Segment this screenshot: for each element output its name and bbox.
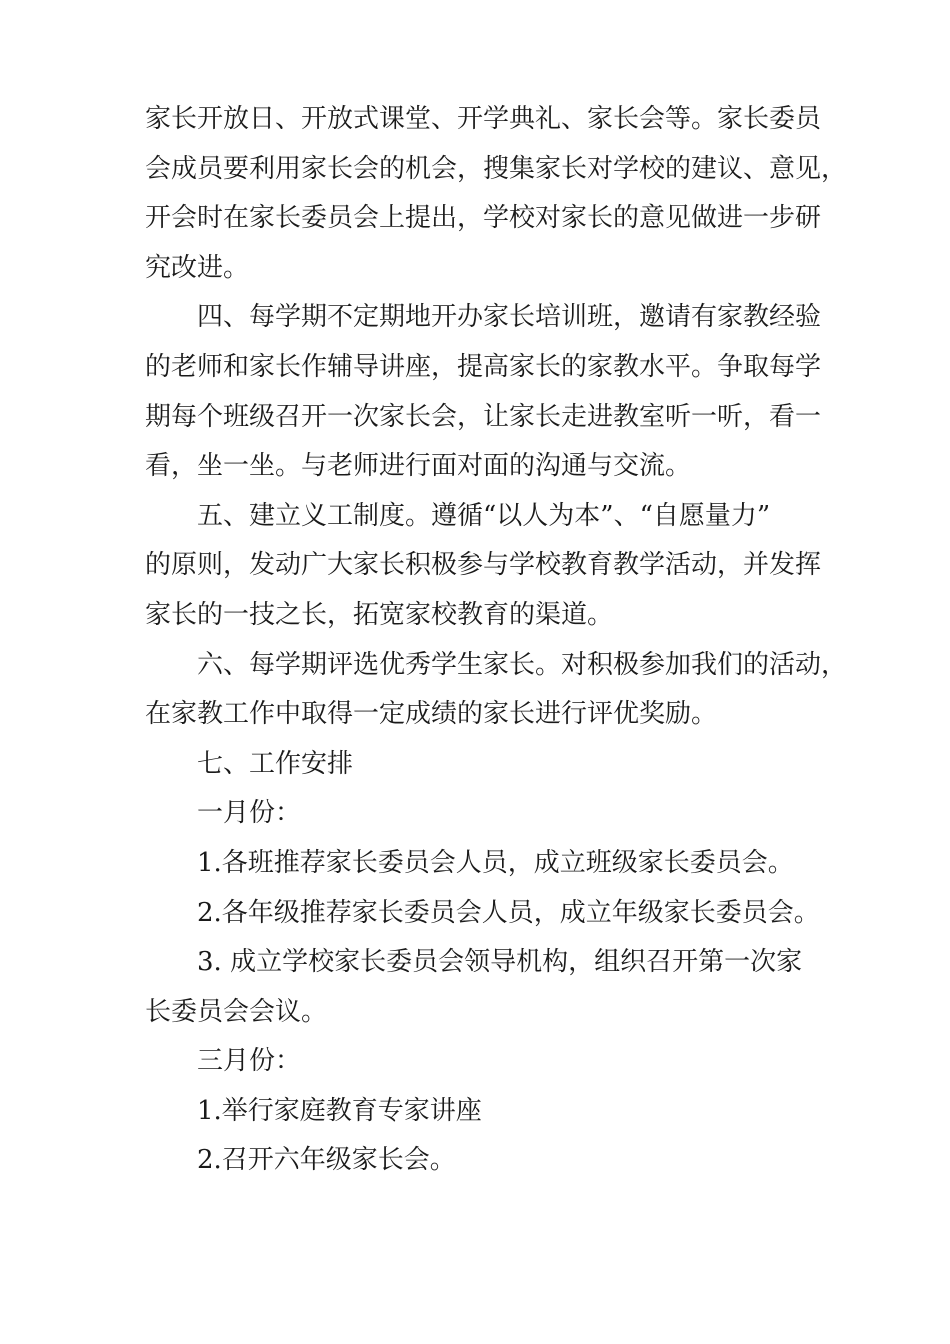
- list-item: 2.各年级推荐家长委员会人员，成立年级家长委员会。: [197, 897, 820, 928]
- section-four-line: 四、每学期不定期地开办家长培训班，邀请有家教经验: [197, 302, 822, 333]
- section-five-line: 五、建立义工制度。遵循“以人为本”、“自愿量力”: [197, 500, 771, 531]
- text-line: 会成员要利用家长会的机会，搜集家长对学校的建议、意见，: [145, 153, 848, 184]
- text-line: 的原则，发动广大家长积极参与学校教育教学活动，并发挥: [145, 550, 822, 581]
- list-item: 2.召开六年级家长会。: [197, 1145, 456, 1176]
- text-line: 看，坐一坐。与老师进行面对面的沟通与交流。: [145, 451, 692, 482]
- list-item: 1.各班推荐家长委员会人员，成立班级家长委员会。: [197, 847, 794, 878]
- text-line: 的老师和家长作辅导讲座，提高家长的家教水平。争取每学: [145, 351, 822, 382]
- document-body: [145, 95, 848, 1186]
- text-line: 期每个班级召开一次家长会，让家长走进教室听一听，看一: [145, 401, 822, 432]
- text-line: 究改进。: [145, 252, 250, 283]
- month-heading-january: 一月份：: [197, 798, 302, 829]
- month-heading-march: 三月份：: [197, 1046, 302, 1077]
- list-item: 3. 成立学校家长委员会领导机构，组织召开第一次家: [197, 947, 803, 978]
- text-line: 家长开放日、开放式课堂、开学典礼、家长会等。家长委员: [145, 104, 822, 134]
- list-item: 1.举行家庭教育专家讲座: [197, 1095, 482, 1126]
- text-line: 开会时在家长委员会上提出，学校对家长的意见做进一步研: [145, 203, 822, 234]
- text-line: 家长的一技之长，拓宽家校教育的渠道。: [145, 599, 614, 630]
- text-line: 在家教工作中取得一定成绩的家长进行评优奖励。: [145, 699, 718, 730]
- section-six-line: 六、每学期评选优秀学生家长。对积极参加我们的活动，: [197, 649, 848, 680]
- text-line: 长委员会会议。: [145, 996, 328, 1027]
- section-seven-heading: 七、工作安排: [197, 748, 354, 779]
